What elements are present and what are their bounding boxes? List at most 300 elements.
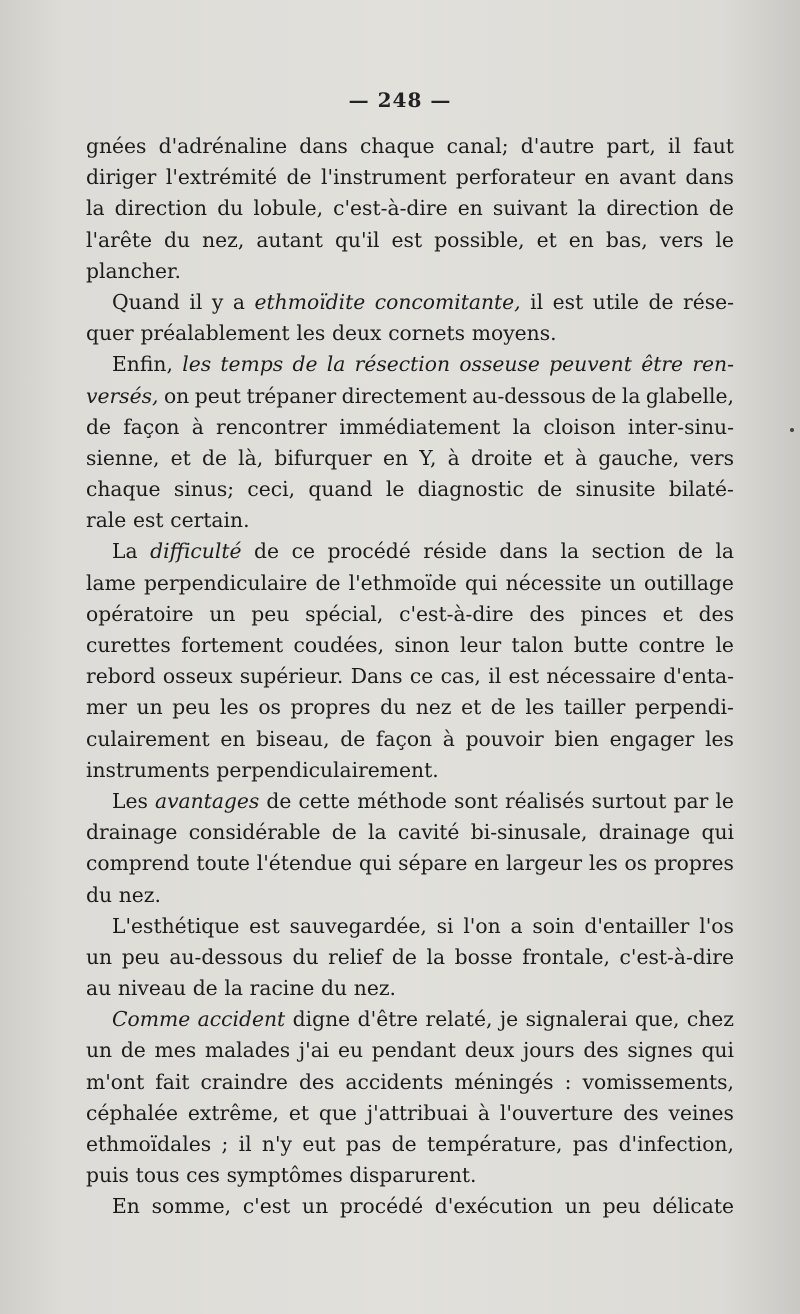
word: avantages xyxy=(154,788,260,813)
word: l'ouverture xyxy=(499,1100,614,1125)
word: chaque xyxy=(359,134,435,158)
word: les xyxy=(525,695,555,720)
word: sinon xyxy=(394,633,450,657)
word: frontale, xyxy=(522,944,610,969)
word: qui xyxy=(464,570,498,595)
word: méthode xyxy=(357,788,447,813)
word: vers xyxy=(690,445,734,470)
word: eut xyxy=(302,1132,336,1156)
word: part, xyxy=(606,134,656,158)
word: d'adrénaline xyxy=(158,134,288,158)
word: nez xyxy=(415,695,452,720)
word: spécial, xyxy=(305,601,384,626)
word: tous xyxy=(135,1163,180,1188)
word: ce xyxy=(291,539,315,564)
text-line xyxy=(86,412,734,443)
text-line xyxy=(86,942,734,973)
word: là, xyxy=(238,445,264,470)
word: bi-sinusale, xyxy=(470,820,588,845)
word: perpendiculairement. xyxy=(216,757,439,782)
word: sinus; xyxy=(173,477,235,502)
word: et xyxy=(288,1100,309,1125)
word: mes xyxy=(154,1038,197,1063)
word: veines xyxy=(668,1100,734,1125)
word: deux xyxy=(332,321,382,346)
word: est xyxy=(132,508,164,533)
word: peut xyxy=(194,383,241,408)
word: en xyxy=(568,227,594,252)
word: propres xyxy=(290,695,371,720)
word: direction xyxy=(114,196,208,221)
word: nécessaire xyxy=(546,664,656,689)
word: des xyxy=(583,1038,619,1063)
word: coudées, xyxy=(293,633,385,657)
word: relaté, xyxy=(425,1007,493,1032)
word: en xyxy=(474,851,500,876)
word: pouvoir xyxy=(465,726,544,751)
word: un xyxy=(86,944,113,969)
word: le xyxy=(715,788,734,813)
word: bas, xyxy=(605,227,648,252)
word: Dans xyxy=(350,664,403,689)
word: la xyxy=(426,944,446,969)
text-line xyxy=(86,1035,734,1066)
word: d'enta- xyxy=(663,664,734,689)
text-line xyxy=(86,1004,734,1035)
word: pas xyxy=(345,1132,382,1156)
word: tailler xyxy=(563,695,626,720)
word: disparurent. xyxy=(349,1163,477,1188)
word: du xyxy=(292,944,319,969)
text-line xyxy=(86,349,734,380)
word: de xyxy=(254,539,280,564)
word: propres xyxy=(653,851,734,876)
word: il xyxy=(189,289,203,314)
word: on xyxy=(163,383,190,408)
word: un xyxy=(564,1194,591,1219)
word: outillage xyxy=(643,570,734,595)
word: les xyxy=(588,851,618,876)
word: vers xyxy=(659,227,704,252)
text-line xyxy=(86,692,734,723)
word: os xyxy=(624,851,648,876)
text-line xyxy=(86,1067,734,1098)
word: d'exécution xyxy=(434,1194,554,1219)
word: il xyxy=(488,664,502,689)
word: racine xyxy=(249,976,315,1001)
word: température, xyxy=(426,1132,563,1156)
word: à xyxy=(191,414,204,439)
word: signes xyxy=(627,1038,693,1063)
word: au-dessous xyxy=(472,383,586,408)
word: rencontrer xyxy=(216,414,327,439)
word: l'arête xyxy=(86,227,153,252)
word: de xyxy=(708,196,734,221)
text-line xyxy=(86,1098,734,1129)
word: inter-sinu- xyxy=(627,414,734,439)
word: il xyxy=(667,134,681,158)
word: nez, xyxy=(202,227,245,252)
word: chez xyxy=(686,1007,734,1032)
word: la xyxy=(368,820,387,845)
word: cornets xyxy=(388,321,466,346)
word: c'est xyxy=(242,1194,291,1219)
word: rale xyxy=(86,508,127,533)
word: les xyxy=(182,352,212,377)
word: malades xyxy=(204,1038,291,1063)
word: biseau, xyxy=(256,726,330,751)
word: Quand xyxy=(112,289,180,314)
word: si xyxy=(436,913,454,938)
word: en xyxy=(457,196,483,221)
word: a xyxy=(232,289,245,314)
word: de xyxy=(537,477,563,502)
word: la xyxy=(621,383,641,408)
word: difficulté xyxy=(150,539,242,564)
word: des xyxy=(623,1100,659,1125)
word: des xyxy=(529,601,565,626)
word: plancher. xyxy=(86,258,181,283)
word: canal; xyxy=(446,134,509,158)
word: bifurquer xyxy=(274,445,372,470)
word: délicate xyxy=(652,1194,734,1219)
word: ethmoïdales xyxy=(86,1132,212,1156)
word: de xyxy=(192,976,218,1001)
word: quer xyxy=(86,321,134,346)
word: culairement xyxy=(86,726,210,751)
word: du xyxy=(321,976,348,1001)
word: nez. xyxy=(353,976,396,1001)
word: glabelle, xyxy=(645,383,734,408)
word: et xyxy=(543,445,564,470)
word: à xyxy=(442,726,455,751)
word: l'instrument xyxy=(321,165,447,190)
word: possible, xyxy=(434,227,525,252)
word: ethmoïdite xyxy=(254,289,366,314)
word: au-dessous xyxy=(169,944,283,969)
word: puis xyxy=(86,1163,129,1188)
text-line xyxy=(86,256,734,287)
word: deux xyxy=(464,1038,515,1063)
text-line xyxy=(86,599,734,630)
text-line xyxy=(86,381,734,412)
word: eu xyxy=(337,1038,364,1063)
word: de xyxy=(315,570,341,595)
word: de xyxy=(201,445,227,470)
word: qui xyxy=(701,820,734,845)
word: du xyxy=(86,882,113,907)
word: considérable xyxy=(188,820,321,845)
word: ; xyxy=(221,1132,229,1156)
text-line xyxy=(86,287,734,318)
word: de xyxy=(86,414,111,439)
word: au xyxy=(86,976,112,1001)
word: osseuse xyxy=(459,352,540,377)
word: de xyxy=(266,788,292,813)
word: d'infection, xyxy=(618,1132,734,1156)
word: la xyxy=(224,976,243,1001)
word: qui xyxy=(701,1038,734,1063)
word: leur xyxy=(459,633,502,657)
word: pinces xyxy=(580,601,647,626)
text-line xyxy=(86,536,734,567)
word: perpendiculaire xyxy=(143,570,308,595)
word: versés, xyxy=(86,383,159,408)
word: est xyxy=(552,289,584,314)
word: sont xyxy=(454,788,498,813)
word: cette xyxy=(298,788,351,813)
word: est xyxy=(508,664,540,689)
word: de xyxy=(286,165,312,190)
word: je xyxy=(499,1007,519,1032)
word: qui xyxy=(358,851,392,876)
word: et xyxy=(536,227,557,252)
word: butte xyxy=(573,633,629,657)
text-line xyxy=(86,661,734,692)
word: craindre xyxy=(200,1069,288,1094)
word: d'autre xyxy=(520,134,595,158)
word: suivant xyxy=(492,196,568,221)
word: surtout xyxy=(591,788,667,813)
word: un xyxy=(136,695,163,720)
text-line xyxy=(86,724,734,755)
text-line xyxy=(86,880,734,911)
word: Comme xyxy=(112,1007,191,1032)
word: : xyxy=(564,1069,572,1094)
word: toute xyxy=(196,851,250,876)
word: c'est-à-dire xyxy=(399,601,514,626)
word: par xyxy=(673,788,709,813)
word: os xyxy=(258,695,281,720)
word: il xyxy=(530,289,544,314)
text-line xyxy=(86,474,734,505)
word: moyens. xyxy=(471,321,557,346)
word: soin xyxy=(532,913,575,938)
word: directement xyxy=(341,383,467,408)
word: et xyxy=(170,445,191,470)
word: osseux xyxy=(162,664,233,689)
word: qu'il xyxy=(334,227,380,252)
word: la xyxy=(512,414,532,439)
word: de xyxy=(391,1132,417,1156)
word: un xyxy=(86,1038,113,1063)
word: drainage xyxy=(86,820,178,845)
word: dans xyxy=(499,539,548,564)
text-line xyxy=(86,630,734,661)
word: les xyxy=(296,321,326,346)
word: les xyxy=(219,695,249,720)
word: à xyxy=(574,445,588,470)
word: et xyxy=(461,695,482,720)
word: réalisés xyxy=(504,788,585,813)
text-line xyxy=(86,1129,734,1160)
word: cloison xyxy=(543,414,616,439)
word: de xyxy=(331,820,357,845)
word: que xyxy=(318,1100,357,1125)
word: engager xyxy=(609,726,695,751)
word: perpendi- xyxy=(634,695,734,720)
word: ce xyxy=(409,664,434,689)
word: de xyxy=(648,289,674,314)
word: de xyxy=(490,695,516,720)
word: en xyxy=(220,726,246,751)
text-line xyxy=(86,911,734,942)
word: j'ai xyxy=(298,1038,330,1063)
word: procédé xyxy=(339,1194,424,1219)
word: la xyxy=(577,196,597,221)
word: somme, xyxy=(151,1194,232,1219)
word: accidents xyxy=(345,1069,444,1094)
word: relief xyxy=(328,944,383,969)
word: fait xyxy=(155,1069,190,1094)
word: vomissements, xyxy=(582,1069,734,1094)
word: dans xyxy=(299,134,348,158)
word: façon xyxy=(375,726,433,751)
margin-speck xyxy=(790,428,794,432)
word: un xyxy=(609,570,636,595)
word: chaque xyxy=(86,477,161,502)
word: de xyxy=(292,352,318,377)
word: pendant xyxy=(371,1038,457,1063)
word: diriger xyxy=(86,165,157,190)
word: les xyxy=(705,726,734,751)
word: d'être xyxy=(357,1007,419,1032)
word: droite xyxy=(470,445,533,470)
word: autant xyxy=(256,227,323,252)
word: y xyxy=(211,289,224,314)
word: du xyxy=(164,227,191,252)
word: l'os xyxy=(699,913,734,938)
word: peu xyxy=(251,601,290,626)
word: L'esthétique xyxy=(112,913,240,938)
word: sienne, xyxy=(86,445,160,470)
text-line xyxy=(86,568,734,599)
word: diagnostic xyxy=(417,477,524,502)
word: le xyxy=(385,477,405,502)
word: céphalée xyxy=(86,1100,178,1125)
word: de xyxy=(591,383,617,408)
text-line xyxy=(86,443,734,474)
text-line xyxy=(86,1191,734,1222)
word: accident xyxy=(197,1007,286,1032)
word: extrême, xyxy=(187,1100,279,1125)
word: sauvegardée, xyxy=(289,913,427,938)
word: du xyxy=(380,695,407,720)
word: drainage xyxy=(598,820,691,845)
word: peu xyxy=(121,944,160,969)
word: m'ont xyxy=(86,1069,145,1094)
word: concomitante, xyxy=(374,289,521,314)
word: immédiatement xyxy=(339,414,501,439)
word: peu xyxy=(602,1194,641,1219)
word: pas xyxy=(572,1132,609,1156)
word: sépare xyxy=(398,851,468,876)
word: certain. xyxy=(170,508,250,533)
body-text xyxy=(86,131,734,1223)
word: fortement xyxy=(181,633,284,657)
page-number: — 248 — xyxy=(348,88,452,112)
word: un xyxy=(302,1194,329,1219)
word: instruments xyxy=(86,757,210,782)
word: un xyxy=(209,601,236,626)
word: il xyxy=(238,1132,252,1156)
text-line xyxy=(86,973,734,1004)
word: nécessite xyxy=(505,570,602,595)
word: signalerai xyxy=(525,1007,628,1032)
word: avant xyxy=(619,165,676,190)
word: de xyxy=(391,944,417,969)
word: d'entailler xyxy=(584,913,690,938)
word: dans xyxy=(685,165,734,190)
word: le xyxy=(715,633,734,657)
word: ces xyxy=(186,1163,220,1188)
word: résection xyxy=(354,352,451,377)
word: lobule, xyxy=(253,196,324,221)
word: temps xyxy=(220,352,284,377)
word: trépaner xyxy=(246,383,337,408)
text-line xyxy=(86,318,734,349)
word: symptômes xyxy=(226,1163,343,1188)
word: supérieur. xyxy=(239,664,344,689)
word: c'est-à-dire xyxy=(333,196,448,221)
word: gauche, xyxy=(598,445,680,470)
word: cavité xyxy=(397,820,460,845)
word: La xyxy=(112,539,138,564)
word: a xyxy=(510,913,523,938)
word: façon xyxy=(123,414,180,439)
text-line xyxy=(86,131,734,162)
text-line xyxy=(86,755,734,786)
word: curettes xyxy=(86,633,171,657)
word: la xyxy=(560,539,580,564)
word: bien xyxy=(554,726,599,751)
word: l'extrémité xyxy=(165,165,278,190)
word: le xyxy=(715,227,734,252)
text-line xyxy=(86,1160,734,1191)
word: comprend xyxy=(86,851,190,876)
word: la xyxy=(326,352,346,377)
word: digne xyxy=(292,1007,351,1032)
word: de xyxy=(120,1038,146,1063)
word: l'ethmoïde xyxy=(348,570,457,595)
word: est xyxy=(391,227,423,252)
word: nez. xyxy=(118,882,161,907)
word: en xyxy=(383,445,409,470)
word: des xyxy=(298,1069,335,1094)
word: du xyxy=(217,196,244,221)
word: réside xyxy=(423,539,487,564)
word: peu xyxy=(172,695,211,720)
word: j'attribuai xyxy=(366,1100,468,1125)
word: procédé xyxy=(327,539,411,564)
word: utile xyxy=(592,289,639,314)
text-line xyxy=(86,817,734,848)
word: bilaté- xyxy=(668,477,734,502)
word: rése- xyxy=(683,289,734,314)
word: jours xyxy=(522,1038,575,1063)
word: en xyxy=(584,165,610,190)
word: section xyxy=(591,539,666,564)
word: de xyxy=(340,726,366,751)
word: Enfin, xyxy=(112,352,173,377)
word: mer xyxy=(86,695,127,720)
word: méningés xyxy=(454,1069,554,1094)
word: opératoire xyxy=(86,601,194,626)
word: est xyxy=(249,913,280,938)
word: peuvent xyxy=(549,352,632,377)
word: l'on xyxy=(463,913,501,938)
word: En xyxy=(112,1194,140,1219)
